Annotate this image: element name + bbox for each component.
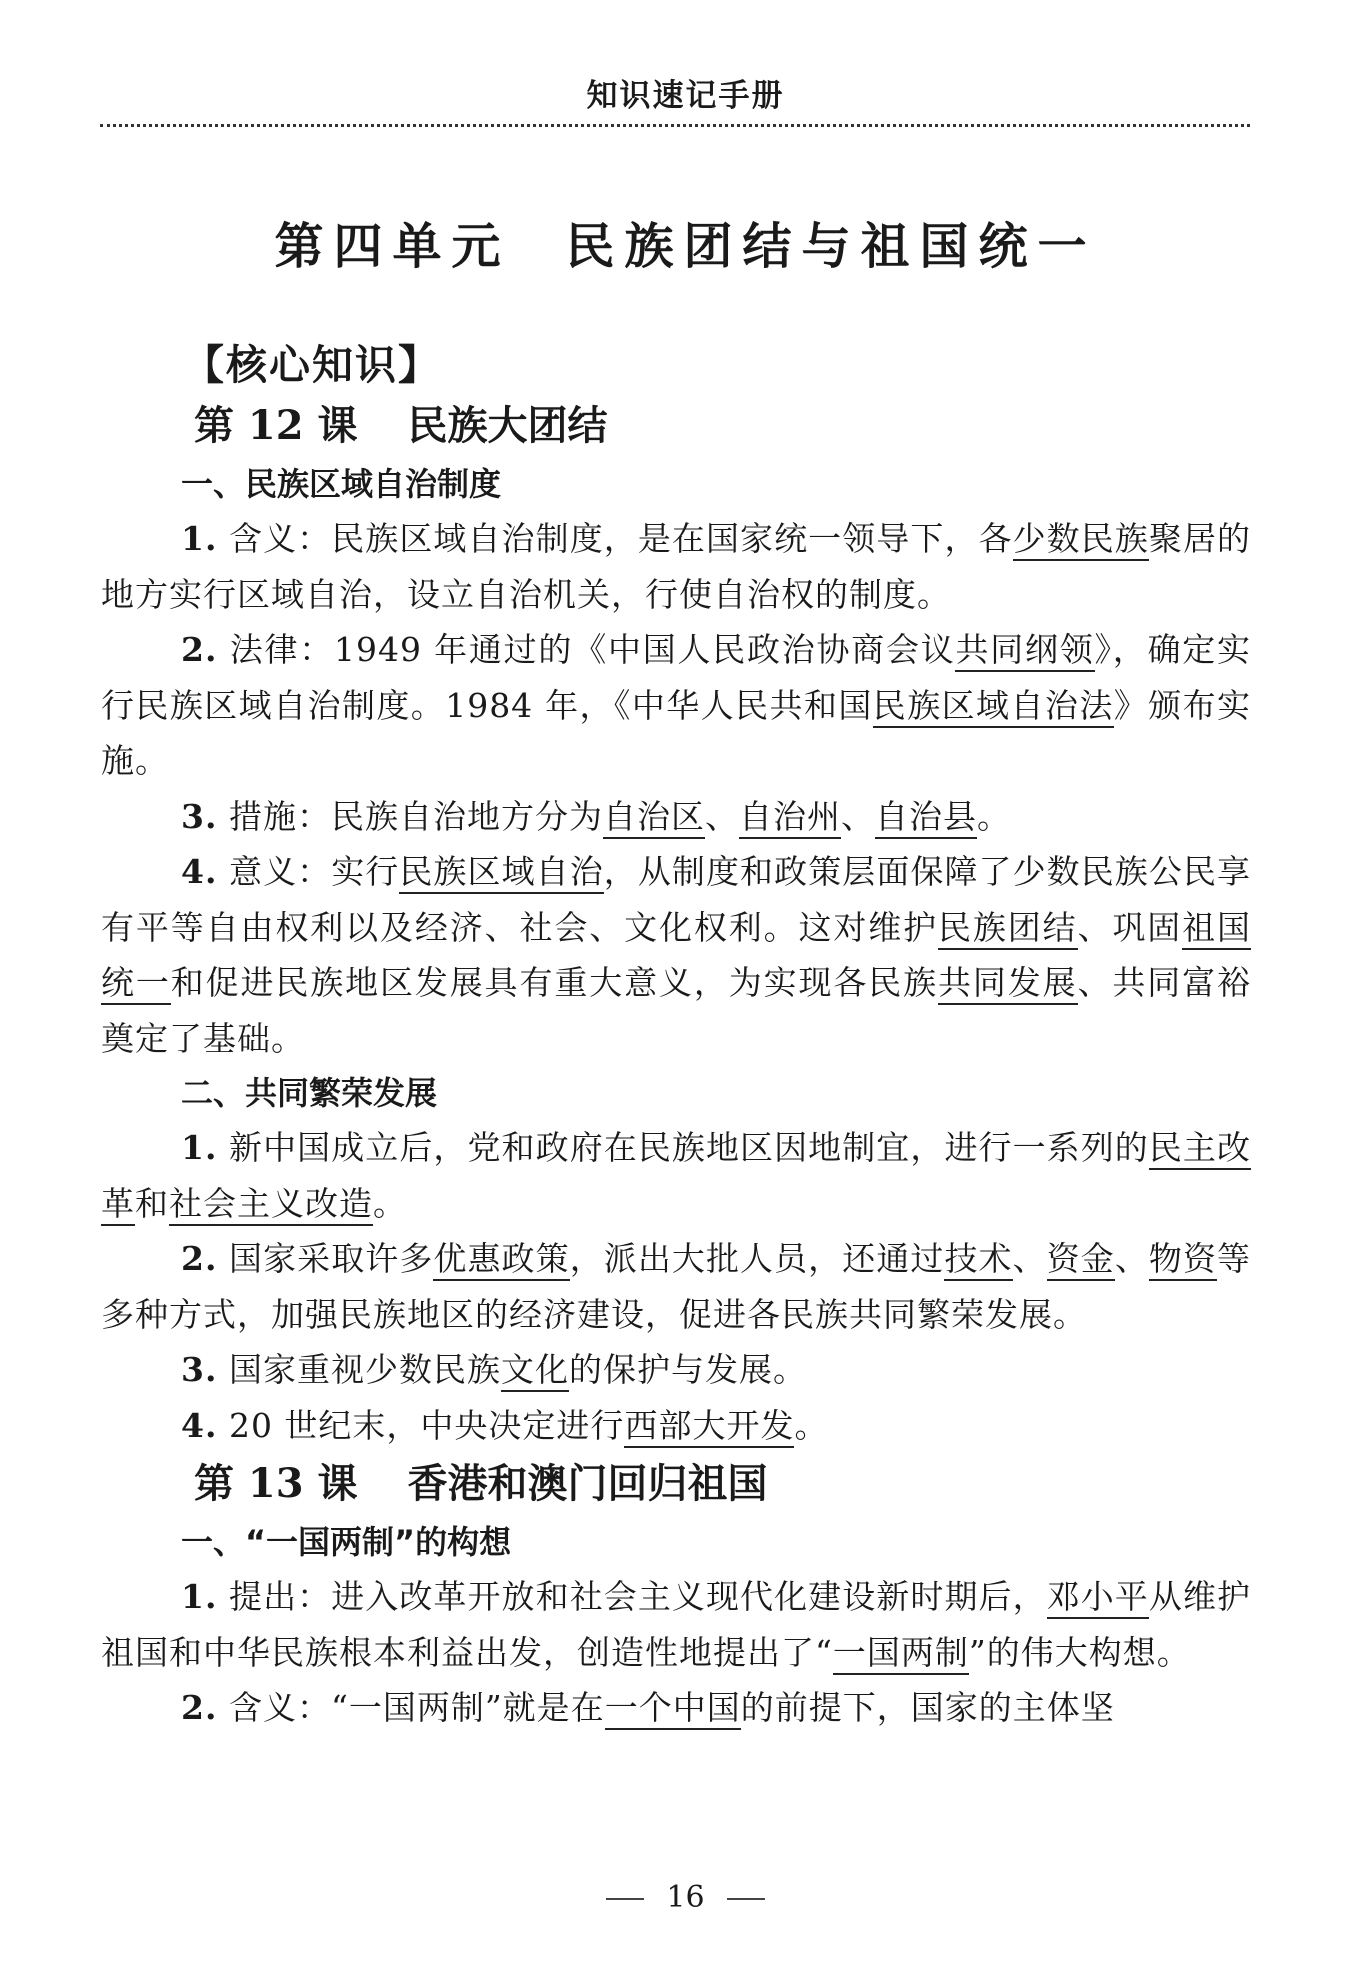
underlined-keyword: 共同纲领 [955, 630, 1094, 672]
paragraph [101, 1398, 1251, 1454]
text: 和促进民族地区发展具有重大意义，为实现各民族 [170, 963, 938, 1002]
text: 聚居的地方实行区域自治，设立自治机关，行使自治权的制度。 [101, 519, 1252, 614]
running-header: 知识速记手册 [586, 78, 785, 114]
item-number: 2. [181, 1688, 218, 1727]
text: 、 [704, 796, 739, 836]
underlined-keyword: 一国两制 [833, 1633, 969, 1675]
underlined-keyword: 自治县 [875, 797, 977, 839]
text: 意义：实行 [217, 852, 400, 891]
text: 从维护祖国和中华民族根本利益出发，创造性地提出了“ [101, 1577, 1252, 1672]
underlined-keyword: 邓小平 [1047, 1577, 1149, 1619]
underlined-keyword: 一个中国 [605, 1688, 741, 1730]
page-number-dash-right [727, 1898, 765, 1900]
text: 的保护与发展。 [568, 1350, 807, 1389]
unit-number: 第四单元 [274, 217, 511, 275]
section-heading: 一、“一国两制”的构想 [181, 1523, 512, 1561]
text: 国家采取许多 [217, 1239, 434, 1278]
text: 》颁布实施。 [101, 685, 1252, 780]
underlined-keyword: 民族团结 [938, 908, 1078, 950]
underlined-keyword: 民族区域自治法 [873, 686, 1114, 728]
underlined-keyword: 自治州 [739, 797, 841, 839]
text: 国家重视少数民族 [217, 1350, 501, 1389]
paragraph [101, 1342, 1251, 1398]
lesson-name: 香港和澳门回归祖国 [407, 1461, 768, 1507]
underlined-keyword: 祖国统一 [101, 908, 1251, 1006]
underlined-keyword: 技术 [944, 1239, 1012, 1281]
underlined-keyword: 共同发展 [938, 963, 1078, 1005]
text: 措施：民族自治地方分为 [217, 796, 603, 836]
unit-name: 民族团结与祖国统一 [565, 217, 1097, 275]
item-number: 1. [181, 1577, 218, 1616]
paragraph [101, 1569, 1251, 1680]
lesson-number: 第 12 课 [194, 402, 358, 449]
item-number: 4. [181, 1405, 218, 1445]
lesson-number: 第 13 课 [194, 1460, 358, 1507]
text: 新中国成立后，党和政府在民族地区因地制宜，进行一系列的 [217, 1128, 1149, 1167]
text: 和 [135, 1183, 169, 1223]
underlined-keyword: 资金 [1047, 1239, 1115, 1281]
text: 、 [1114, 1239, 1149, 1278]
item-number: 2. [181, 1239, 218, 1278]
text: 等多种方式，加强民族地区的经济建设，促进各民族共同繁荣发展。 [101, 1239, 1252, 1334]
text: 、 [840, 796, 875, 836]
text: 、巩固 [1077, 907, 1183, 947]
section-heading: 二、共同繁荣发展 [181, 1074, 438, 1112]
text: 法律：1949 年通过的《中国人民政治协商会议 [217, 630, 956, 669]
paragraph [101, 1680, 1251, 1736]
underlined-keyword: 自治区 [603, 797, 705, 839]
text: 》，确定实行民族区域自治制度。1984 年，《中华人民共和国 [101, 630, 1252, 725]
paragraph [101, 1231, 1251, 1342]
underlined-keyword: 文化 [501, 1350, 569, 1392]
text: 提出：进入改革开放和社会主义现代化建设新时期后， [217, 1577, 1047, 1616]
paragraph [101, 789, 1251, 845]
item-number: 2. [181, 630, 218, 669]
text: 含义：民族区域自治制度，是在国家统一领导下，各 [217, 519, 1013, 558]
text: 含义：“一国两制”就是在 [217, 1688, 605, 1727]
core-knowledge-heading: 【核心知识】 [183, 341, 441, 389]
text: 。 [373, 1183, 407, 1223]
item-number: 1. [181, 519, 218, 558]
paragraph [101, 1120, 1251, 1231]
underlined-keyword: 西部大开发 [624, 1406, 794, 1448]
page-number-dash-left [606, 1898, 644, 1900]
item-number: 1. [181, 1128, 218, 1167]
underlined-keyword: 少数民族 [1013, 519, 1149, 561]
header-divider [100, 124, 1250, 127]
section-heading: 一、民族区域自治制度 [181, 465, 502, 503]
page-number [0, 1880, 1371, 1915]
underlined-keyword: 民族区域自治 [399, 852, 603, 894]
underlined-keyword: 优惠政策 [433, 1239, 569, 1281]
text: ”的伟大构想。 [968, 1632, 1191, 1672]
main-content [101, 335, 1251, 1736]
text: ，从制度和政策层面保障了少数民族公民享有平等自由权利以及经济、社会、文化权利。这对维护 [101, 852, 1252, 947]
text: 。 [976, 796, 1011, 836]
item-number: 3. [181, 796, 218, 836]
underlined-keyword: 民主改革 [101, 1128, 1251, 1226]
underlined-keyword: 物资 [1149, 1239, 1217, 1281]
text: 。 [794, 1405, 829, 1445]
unit-title [0, 208, 1371, 278]
item-number: 4. [181, 852, 218, 891]
lesson-13-title [194, 1453, 1251, 1515]
text: ，派出大批人员，还通过 [569, 1239, 945, 1278]
text: 、共同富裕奠定了基础。 [101, 963, 1251, 1058]
paragraph [101, 511, 1251, 622]
text: 20 世纪末，中央决定进行 [217, 1405, 625, 1445]
text: 的前提下，国家的主体坚 [740, 1688, 1115, 1727]
underlined-keyword: 社会主义改造 [169, 1184, 373, 1226]
lesson-12-title [194, 395, 1251, 457]
paragraph [101, 844, 1251, 1066]
paragraph [101, 622, 1251, 789]
text: 、 [1012, 1239, 1047, 1278]
item-number: 3. [181, 1350, 218, 1389]
lesson-name: 民族大团结 [407, 403, 608, 449]
page-number-value: 16 [666, 1880, 705, 1915]
